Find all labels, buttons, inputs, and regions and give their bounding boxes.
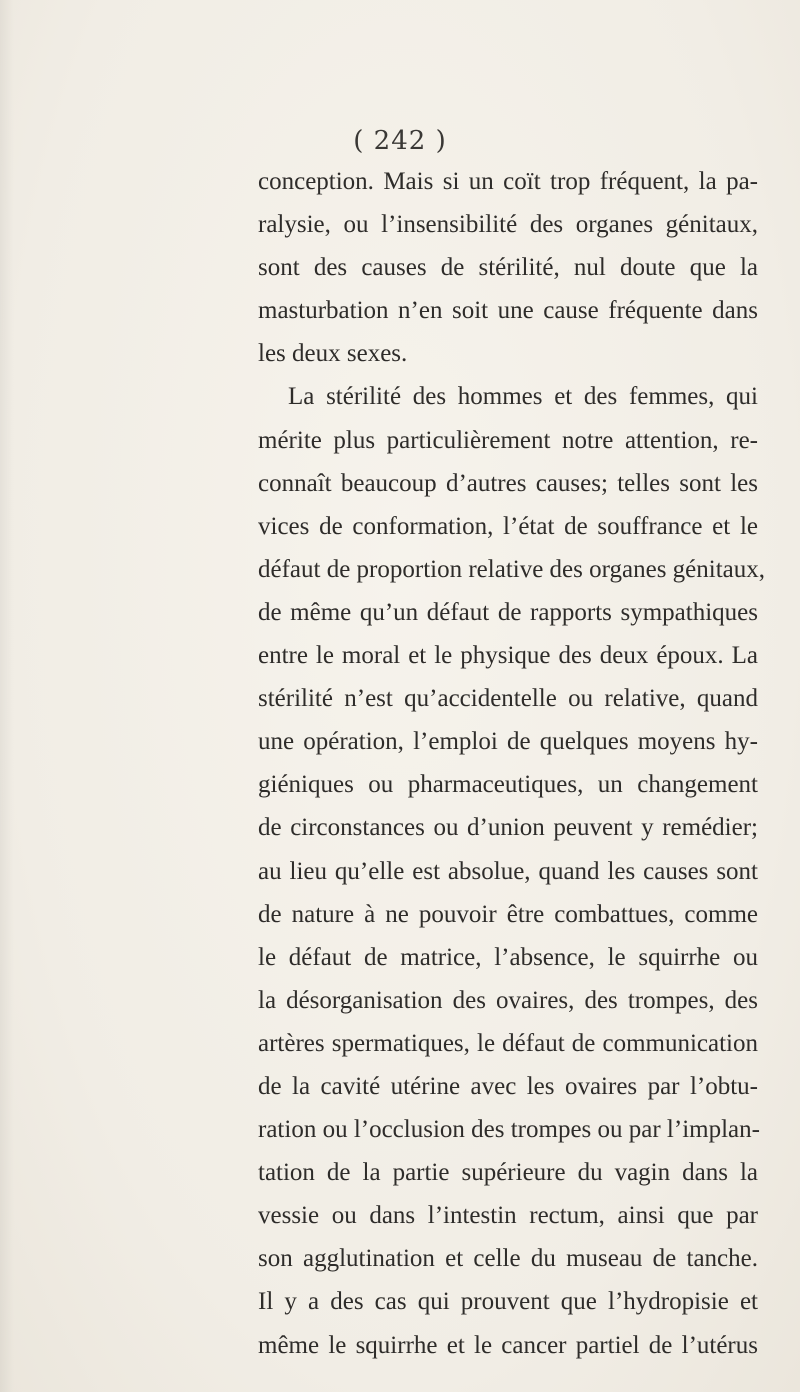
- text-line: sont des causes de stérilité, nul doute que la: [258, 254, 758, 282]
- text-line: connaît beaucoup d’autres causes; telles sont les: [258, 469, 758, 497]
- text-line: le défaut de matrice, l’absence, le squirrhe ou: [258, 943, 758, 971]
- text-line: les deux sexes.: [258, 340, 408, 368]
- body-text: [258, 160, 766, 1367]
- text-line: mérite plus particulièrement notre attention, re-: [258, 426, 758, 454]
- text-line: tation de la partie supérieure du vagin dans la: [258, 1159, 758, 1187]
- text-line: giéniques ou pharmaceutiques, un changement: [258, 771, 758, 799]
- text-line: défaut de proportion relative des organes génitaux,: [258, 555, 766, 583]
- text-line: vices de conformation, l’état de souffrance et le: [258, 512, 758, 540]
- text-line: son agglutination et celle du museau de tanche.: [258, 1245, 758, 1273]
- text-line: stérilité n’est qu’accidentelle ou relative, quand: [258, 685, 758, 713]
- text-line: masturbation n’en soit une cause fréquente dans: [258, 297, 758, 325]
- text-line: La stérilité des hommes et des femmes, qui: [288, 383, 758, 411]
- text-line: de même qu’un défaut de rapports sympathiques: [258, 598, 758, 626]
- text-line: de circonstances ou d’union peuvent y remédier;: [258, 814, 758, 842]
- text-line: la désorganisation des ovaires, des trompes, des: [258, 986, 758, 1014]
- text-line: une opération, l’emploi de quelques moyens hy-: [258, 728, 758, 756]
- page-fold-shadow: [0, 0, 14, 1392]
- text-line: de la cavité utérine avec les ovaires par l’obtu-: [258, 1072, 758, 1100]
- text-line: ralysie, ou l’insensibilité des organes génitaux,: [258, 211, 758, 239]
- text-line: entre le moral et le physique des deux époux. La: [258, 642, 758, 670]
- text-line: Il y a des cas qui prouvent que l’hydropisie et: [258, 1288, 758, 1316]
- text-line: artères spermatiques, le défaut de communication: [258, 1029, 758, 1057]
- text-line: de nature à ne pouvoir être combattues, comme: [258, 900, 758, 928]
- text-line: au lieu qu’elle est absolue, quand les causes sont: [258, 857, 758, 885]
- text-line: ration ou l’occlusion des trompes ou par l’implan-: [258, 1116, 760, 1144]
- text-line: même le squirrhe et le cancer partiel de l’utérus: [258, 1331, 758, 1359]
- text-line: conception. Mais si un coït trop fréquent, la pa-: [258, 168, 758, 195]
- page-number: ( 242 ): [353, 126, 447, 156]
- text-line: vessie ou dans l’intestin rectum, ainsi que par: [258, 1202, 758, 1230]
